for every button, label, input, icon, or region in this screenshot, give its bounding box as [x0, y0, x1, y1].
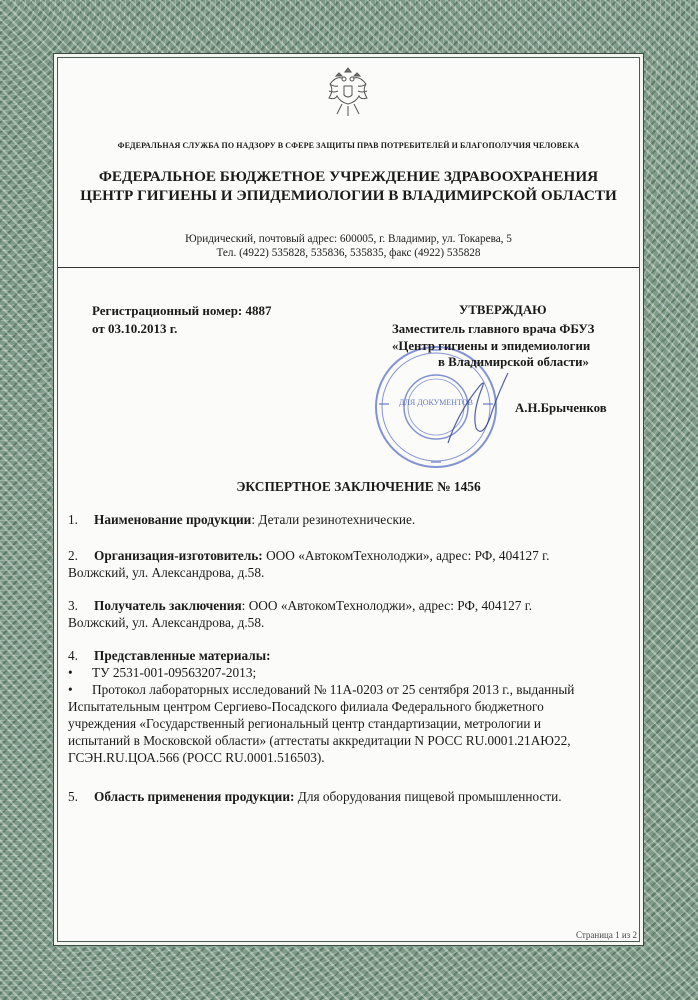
section-text: : ООО «АвтокомТехнолоджи», адрес: РФ, 404127 г.	[241, 598, 533, 613]
section-product-name	[68, 511, 638, 528]
section-number: 3.	[68, 598, 78, 613]
contact-phones: Тел. (4922) 535828, 535836, 535835, факс (4922) 535828	[216, 247, 481, 259]
section-number: 1.	[68, 512, 78, 527]
approval-org-line1: «Центр гигиены и эпидемиологии	[392, 339, 591, 353]
approval-signatory: А.Н.Брыченков	[515, 401, 607, 415]
organization-name-line2: ЦЕНТР ГИГИЕНЫ И ЭПИДЕМИОЛОГИИ В ВЛАДИМИРСКОЙ ОБЛАСТИ	[80, 187, 617, 204]
section-text: : Детали резинотехнические.	[251, 512, 416, 527]
federal-service-name: ФЕДЕРАЛЬНАЯ СЛУЖБА ПО НАДЗОРУ В СФЕРЕ ЗАЩИТЫ ПРАВ ПОТРЕБИТЕЛЕЙ И БЛАГОПОЛУЧИЯ ЧЕЛОВЕКА	[117, 141, 580, 150]
bullet-icon: •	[68, 682, 73, 697]
section-label: Наименование продукции	[94, 512, 252, 527]
section-label: Организация-изготовитель:	[94, 548, 263, 563]
section-label: Представленные материалы:	[94, 648, 271, 663]
section-label: Область применения продукции:	[94, 789, 295, 804]
registration-date: от 03.10.2013 г.	[92, 321, 178, 336]
section-text-continued: Волжский, ул. Александрова, д.58.	[68, 615, 265, 630]
document-title: ЭКСПЕРТНОЕ ЗАКЛЮЧЕНИЕ № 1456	[236, 479, 481, 494]
approval-org-line2: в Владимирской области»	[438, 355, 589, 369]
material-item-continued: ГСЭН.RU.ЦОА.566 (РОСС RU.0001.516503).	[68, 750, 325, 765]
section-text-continued: Волжский, ул. Александрова, д.58.	[68, 565, 265, 580]
section-application-area	[68, 788, 638, 805]
material-item-continued: Испытательным центром Сергиево-Посадского филиала Федерального бюджетного	[68, 699, 544, 714]
material-item: Протокол лабораторных исследований № 11А-0203 от 25 сентября 2013 г., выданный	[92, 682, 575, 697]
material-item-continued: учреждения «Государственный региональный центр стандартизации, метрологии и	[68, 716, 541, 731]
approval-position: Заместитель главного врача ФБУЗ	[392, 322, 595, 336]
section-number: 2.	[68, 548, 78, 563]
section-text: Для оборудования пищевой промышленности.	[294, 789, 562, 804]
registration-number: Регистрационный номер: 4887	[92, 303, 272, 318]
header-divider	[58, 267, 639, 268]
coat-of-arms-emblem	[322, 64, 374, 120]
stamp-text: ДЛЯ ДОКУМЕНТОВ	[399, 398, 473, 407]
document-body	[57, 57, 640, 942]
section-label: Получатель заключения	[94, 598, 242, 613]
page-counter: Страница 1 из 2	[576, 930, 637, 940]
section-number: 4.	[68, 648, 78, 663]
section-recipient	[68, 597, 638, 631]
legal-address: Юридический, почтовый адрес: 600005, г. Владимир, ул. Токарева, 5	[185, 233, 512, 245]
section-number: 5.	[68, 789, 78, 804]
organization-name-line1: ФЕДЕРАЛЬНОЕ БЮДЖЕТНОЕ УЧРЕЖДЕНИЕ ЗДРАВООХРАНЕНИЯ	[98, 168, 599, 185]
bullet-icon: •	[68, 665, 73, 680]
section-manufacturer	[68, 547, 638, 581]
material-item: ТУ 2531-001-09563207-2013;	[92, 665, 257, 680]
section-materials	[68, 647, 638, 766]
section-text: ООО «АвтокомТехнолоджи», адрес: РФ, 404127 г.	[262, 548, 550, 563]
approval-title: УТВЕРЖДАЮ	[459, 303, 547, 317]
signature	[438, 363, 518, 453]
material-item-continued: испытаний в Московской области» (аттестаты аккредитации N РОСС RU.0001.21АЮ22,	[68, 733, 571, 748]
